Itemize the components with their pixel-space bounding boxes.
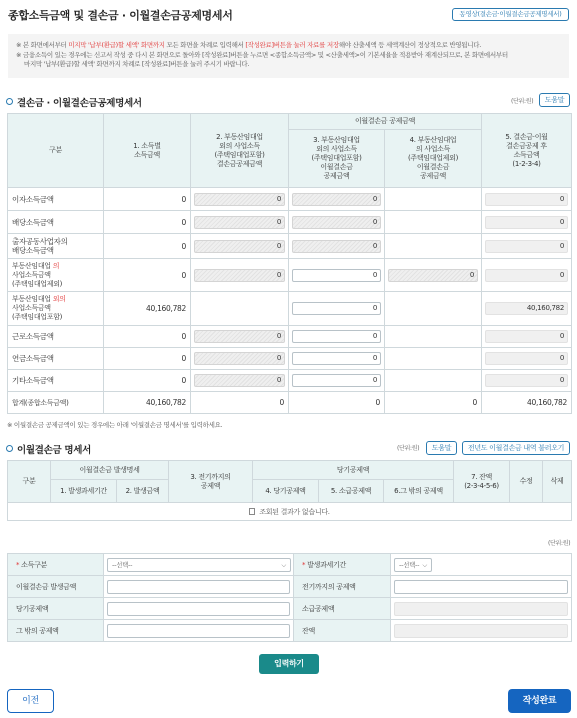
field-label: 이월결손금 발생금액 — [8, 576, 104, 598]
carryover-input[interactable]: 0 — [292, 330, 381, 343]
income-value: 0 — [104, 259, 191, 292]
income-value: 0 — [104, 370, 191, 392]
row-label: 부동산임대업 의 사업소득금액 (주택임대업제외) — [8, 259, 104, 292]
table-row — [8, 348, 572, 370]
row-label: 출자공동사업자의 배당소득금액 — [8, 234, 104, 259]
notice-line-3: 마지막 '납부(환급)할 세액' 화면까지 차례로 [작성완료]버튼을 눌러 주시기 바랍니다. — [24, 60, 250, 68]
unit-label: (단위:원) — [548, 540, 571, 547]
table-row — [8, 211, 572, 234]
field-label: 그 밖의 공제액 — [8, 620, 104, 642]
income-value: 0 — [104, 188, 191, 211]
document-icon — [249, 508, 255, 515]
loss-table — [7, 113, 572, 414]
submit-entry-button[interactable]: 입력하기 — [259, 654, 319, 674]
carryover-input[interactable]: 0 — [292, 302, 381, 315]
field-label: 전기까지의 공제액 — [294, 576, 391, 598]
prev-button[interactable]: 이전 — [7, 689, 54, 713]
carryover-input[interactable]: 0 — [292, 352, 381, 365]
col-current-deduction: 4. 당기공제액 — [253, 480, 319, 503]
col-after-deduction: 5. 결손금·이월 결손금공제 후 소득금액 (1-2-3-4) — [482, 114, 572, 188]
loss-deduction-field: 0 — [194, 269, 285, 282]
col-loss-deduction: 2. 부동산임대업 외의 사업소득 (주택임대업포함) 결손금공제금액 — [191, 114, 289, 188]
carryover-field: 0 — [292, 240, 381, 253]
col-gubun: 구분 — [8, 461, 51, 503]
notice-line-1: ※ 본 화면에서부터 미지막 '납부(환급)할 세액' 화면까지 모든 화면을 차례로 입력해서 [작성완료]버튼을 눌러 자료를 저장해야 산출세액 등 세액계산이 정상적으로 반영됩니다. — [16, 41, 481, 49]
col-carryover-rental: 4. 부동산임대업 의 사업소득 (주택임대업제외) 이월결손금 공제금액 — [385, 130, 482, 188]
total-carryover: 0 — [289, 392, 385, 414]
table-row — [8, 188, 572, 211]
empty-row: 조회된 결과가 없습니다. — [8, 503, 572, 521]
after-value-field: 0 — [485, 374, 568, 387]
carryover-field: 0 — [292, 193, 381, 206]
page-title: 종합소득금액 및 결손금 · 이월결손금공제명세서 — [8, 9, 233, 22]
other-deduction-input[interactable] — [107, 624, 290, 638]
loss-deduction-field: 0 — [194, 216, 285, 229]
retro-deduction-field — [394, 602, 568, 616]
income-value: 0 — [104, 211, 191, 234]
col-origin-period: 1. 발생과세기간 — [51, 480, 117, 503]
col-prior-deduction: 3. 전기까지의 공제액 — [169, 461, 253, 503]
after-value-field: 0 — [485, 352, 568, 365]
after-value-field: 0 — [485, 193, 568, 206]
col-income: 1. 소득별 소득금액 — [104, 114, 191, 188]
loss-deduction-field: 0 — [194, 193, 285, 206]
total-after: 40,160,782 — [482, 392, 572, 414]
carryover-input[interactable]: 0 — [292, 269, 381, 282]
field-label: 소급공제액 — [294, 598, 391, 620]
col-group-current: 당기공제액 — [253, 461, 454, 480]
section-title-loss: 결손금 · 이월결손금공제명세서 — [6, 95, 142, 109]
balance-field — [394, 624, 568, 638]
col-retro-deduction: 5. 소급공제액 — [319, 480, 384, 503]
income-type-select[interactable]: --선택-- ⌵ — [107, 558, 291, 572]
help-button[interactable]: 도움말 — [539, 93, 570, 107]
unit-label: (단위:원) — [511, 98, 534, 105]
col-gubun: 구분 — [8, 114, 104, 188]
table-row — [8, 326, 572, 348]
help-button-2[interactable]: 도움말 — [426, 441, 457, 455]
field-label: * 발생과세기간 — [294, 554, 391, 576]
table-row — [8, 234, 572, 259]
row-label: 기타소득금액 — [8, 370, 104, 392]
unit-label: (단위:원) — [397, 445, 420, 452]
col-balance: 7. 잔액 (2-3-4-5-6) — [454, 461, 510, 503]
section-title-carryover: 이월결손금 명세서 — [6, 442, 91, 456]
col-edit: 수정 — [510, 461, 543, 503]
origin-amount-input[interactable] — [107, 580, 290, 594]
row-label: 배당소득금액 — [8, 211, 104, 234]
loss-deduction-field: 0 — [194, 330, 285, 343]
col-group-carryover: 이월결손금 공제금액 — [289, 114, 482, 130]
entry-form — [7, 553, 572, 642]
total-loss-deduction: 0 — [191, 392, 289, 414]
chevron-down-icon: ⌵ — [422, 560, 427, 569]
complete-button[interactable]: 작성완료 — [508, 689, 571, 713]
income-value: 40,160,782 — [104, 292, 191, 326]
notice-box — [8, 34, 569, 78]
after-value-field: 0 — [485, 330, 568, 343]
total-row — [8, 392, 572, 414]
loss-deduction-field: 0 — [194, 240, 285, 253]
field-label: * 소득구분 — [8, 554, 104, 576]
after-value-field: 0 — [485, 240, 568, 253]
row-label: 근로소득금액 — [8, 326, 104, 348]
total-carryover-rental: 0 — [385, 392, 482, 414]
income-value: 0 — [104, 326, 191, 348]
after-value-field: 0 — [485, 216, 568, 229]
carryover-table — [7, 460, 572, 521]
income-value: 0 — [104, 234, 191, 259]
current-deduction-input[interactable] — [107, 602, 290, 616]
col-origin-amount: 2. 발생금액 — [117, 480, 169, 503]
income-value: 0 — [104, 348, 191, 370]
after-value-field: 0 — [485, 269, 568, 282]
row-label: 합계(종합소득금액) — [8, 392, 104, 414]
carryover-field: 0 — [292, 216, 381, 229]
loss-deduction-field: 0 — [194, 352, 285, 365]
table-row — [8, 259, 572, 292]
field-label: 당기공제액 — [8, 598, 104, 620]
col-group-origin: 이월결손금 발생명세 — [51, 461, 169, 480]
col-other-deduction: 6.그 밖의 공제액 — [384, 480, 454, 503]
footnote: ※ 이월결손금 공제금액이 있는 경우에는 아래 '이월결손금 명세서'를 입력하세요. — [7, 421, 223, 429]
prior-deduction-input[interactable] — [394, 580, 568, 594]
total-income: 40,160,782 — [104, 392, 191, 414]
row-label: 이자소득금액 — [8, 188, 104, 211]
field-label: 잔액 — [294, 620, 391, 642]
loss-deduction-field: 0 — [194, 374, 285, 387]
chevron-down-icon: ⌵ — [281, 560, 286, 569]
carryover-rental-field: 0 — [388, 269, 478, 282]
load-previous-button[interactable]: 전년도 이월결손금 내역 불러오기 — [462, 441, 570, 455]
carryover-input[interactable]: 0 — [292, 374, 381, 387]
video-button[interactable]: 동영상(결손금·이월결손금공제명세서) — [452, 8, 569, 21]
col-carryover-non-rental: 3. 부동산임대업 외의 사업소득 (주택임대업포함) 이월결손금 공제금액 — [289, 130, 385, 188]
notice-line-2: ※ 금융소득이 있는 경우에는 신고서 작성 중 다시 본 화면으로 돌아와 [작성완료]버튼을 누르면 <종합소득금액> 및 <산출세액>이 기본세율을 적용받아 재계산되므로, 본 화면에서부터 — [16, 50, 508, 59]
table-row — [8, 292, 572, 326]
table-row — [8, 370, 572, 392]
col-delete: 삭제 — [543, 461, 572, 503]
period-select[interactable]: --선택-- ⌵ — [394, 558, 432, 572]
row-label: 부동산임대업 외의 사업소득금액 (주택임대업포함) — [8, 292, 104, 326]
row-label: 연금소득금액 — [8, 348, 104, 370]
after-value-field: 40,160,782 — [485, 302, 568, 315]
